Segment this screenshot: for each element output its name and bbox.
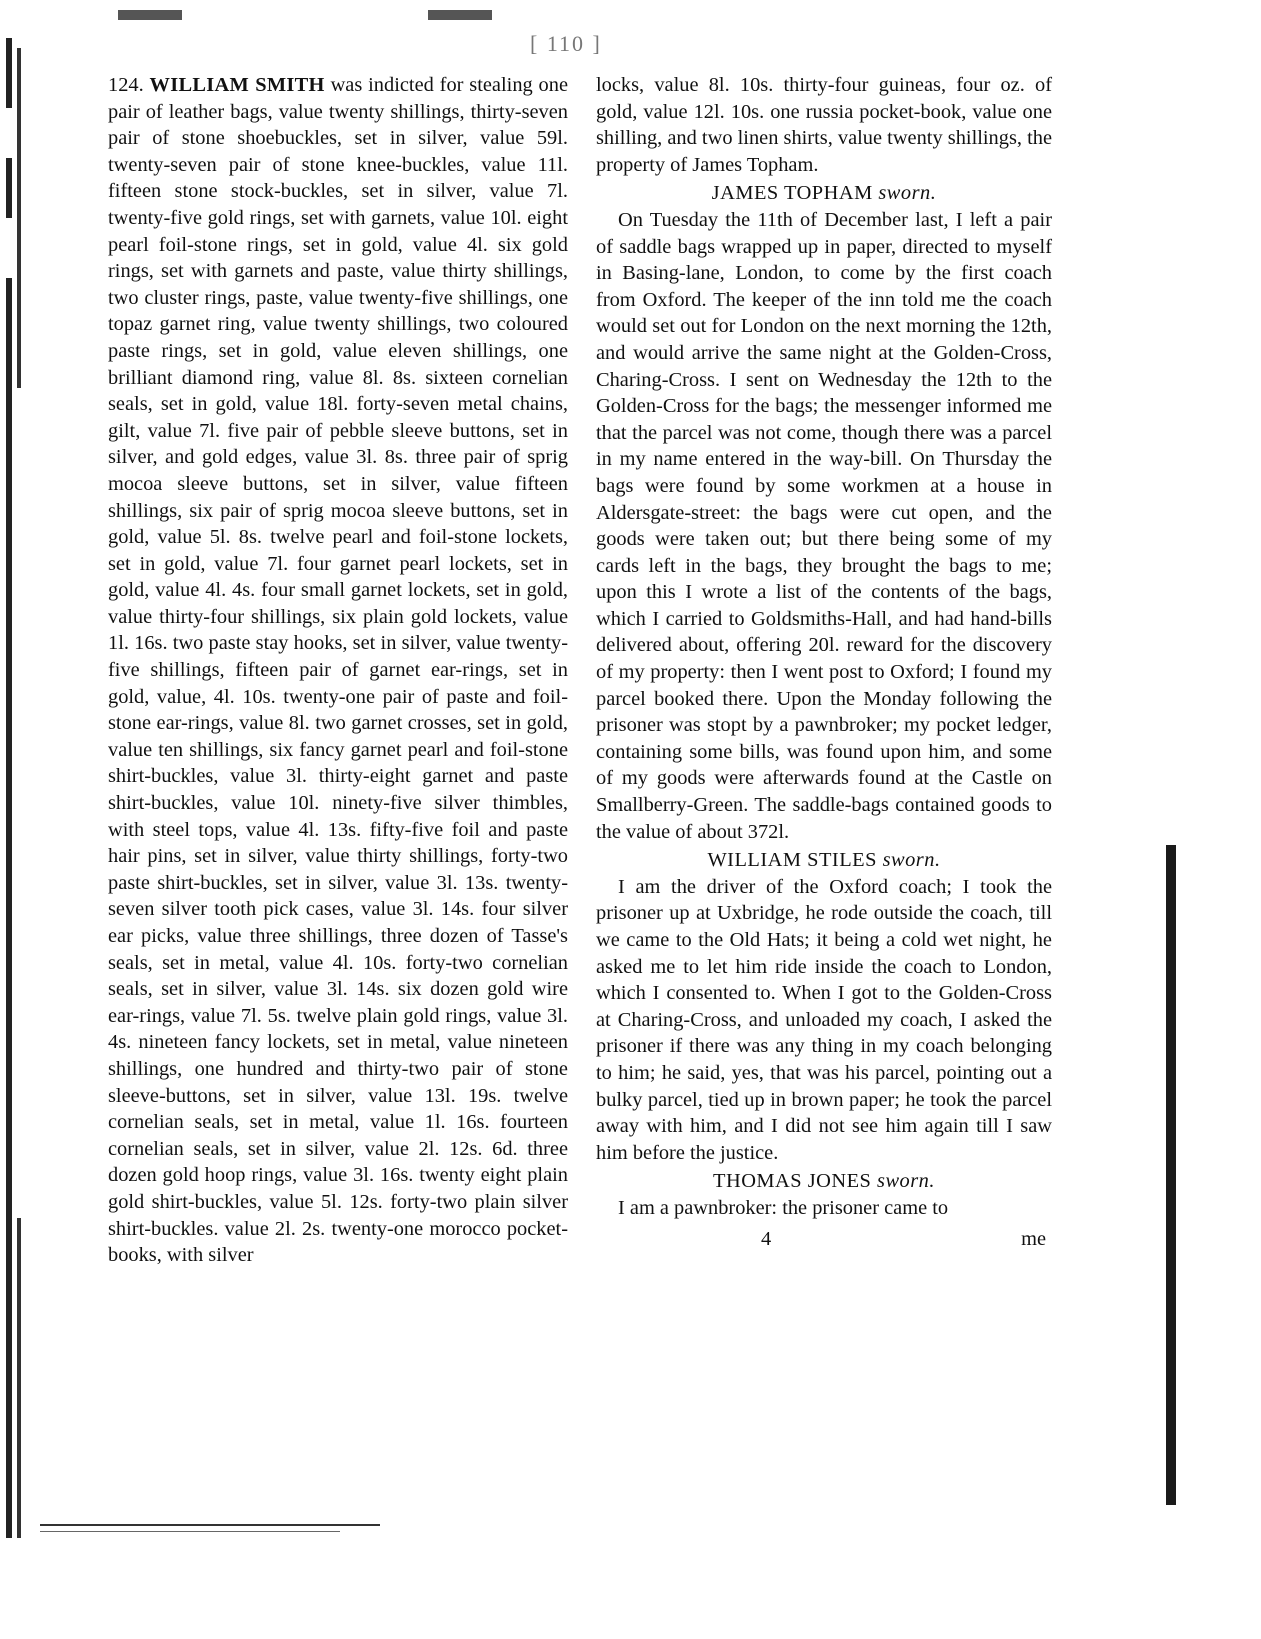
left-column xyxy=(108,72,568,1269)
case-number: 124. xyxy=(108,74,144,96)
indictment-continuation: locks, value 8l. 10s. thirty-four guineas, four oz. of gold, value 12l. 10s. one russia pocket-book, value one shilling, and two linen shirts, value twenty shillings, the property of James Topham. xyxy=(596,74,1052,176)
sworn-label: sworn. xyxy=(882,849,941,872)
page-number: [ 110 ] xyxy=(530,31,602,56)
scan-right-bar xyxy=(1166,845,1176,1505)
sworn-label: sworn. xyxy=(878,182,937,205)
witness-testimony: I am a pawnbroker: the prisoner came to xyxy=(618,1196,949,1219)
witness-testimony: On Tuesday the 11th of December last, I left a pair of saddle bags wrapped up in paper, directed to myself in Basing-lane, London, to come by the first coach from Oxford. The keeper of the inn told me the coach would set out for London on the next morning the 12th, and would arrive the same night at the Golden-Cross, Charing-Cross. I sent on Wednesday the 12th to the Golden-Cross for the bags; the messenger informed me that the parcel was not come, though there was a parcel in my name entered in the way-bill. On Thursday the bags were found by some workmen at a house in Aldersgate-street: the bags were cut open, and the goods were taken out; but there being some of my cards left in the bags, they brought the bags to me; upon this I wrote a list of the contents of the bags, which I carried to Goldsmiths-Hall, and had hand-bills delivered about, offering 20l. reward for the discovery of my property: then I went post to Oxford; I found my parcel booked there. Upon the Monday following the prisoner was stopt by a pawnbroker; my pocket ledger, containing some bills, was found upon him, and some of my goods were afterwards found at the Castle on Smallberry-Green. The saddle-bags contained goods to the value of about 372l. xyxy=(596,208,1052,843)
catchword: me xyxy=(1021,1227,1046,1250)
scan-edge-marks xyxy=(0,38,34,1538)
witness-heading xyxy=(596,180,1052,207)
header-stamp-left xyxy=(118,10,182,20)
catchword-line xyxy=(596,1226,1052,1254)
right-column xyxy=(596,72,1052,1254)
indictment-text: was indicted for stealing one pair of leather bags, value twenty shillings, thirty-seven pair of stone shoebuckles, set in silver, value 59l. twenty-seven pair of stone knee-buckles, value 11l. fifteen stone stock-buckles, set in silver, value 7l. twenty-five gold rings, set with garnets, value 10l. eight pearl foil-stone rings, set in gold, value 4l. six gold rings, set with garnets and paste, value thirty shillings, two cluster rings, paste, value twenty-five shillings, one topaz garnet ring, value twenty shillings, two coloured paste rings, set in gold, value eleven shillings, one brilliant diamond ring, value 8l. 8s. sixteen cornelian seals, set in gold, value 18l. forty-seven metal chains, gilt, value 7l. five pair of pebble sleeve buttons, set in silver, and gold edges, value 3l. 8s. three pair of sprig mocoa sleeve buttons, set in silver, value fifteen shillings, six pair of sprig mocoa sleeve buttons, set in gold, value 5l. 8s. twelve pearl and foil-stone lockets, set in gold, value 7l. four garnet pearl lockets, set in gold, value 4l. 4s. four small garnet lockets, set in gold, value thirty-four shillings, six plain gold lockets, value 1l. 16s. two paste stay hooks, set in silver, value twenty-five shillings, fifteen pair of garnet ear-rings, set in gold, value, 4l. 10s. twenty-one pair of paste and foil-stone ear-rings, value 8l. two garnet crosses, set in gold, value ten shillings, six fancy garnet pearl and foil-stone shirt-buckles, value 3l. thirty-eight garnet and paste shirt-buckles, value 10l. ninety-five silver thimbles, with steel tops, value 4l. 13s. fifty-five foil and paste hair pins, set in silver, value thirty shillings, forty-two paste shirt-buckles, set in silver, value 3l. 13s. twenty-seven silver tooth pick cases, value 3l. 14s. four silver ear picks, value three shillings, three dozen of Tasse's seals, set in metal, value 4l. 10s. forty-two cornelian seals, set in silver, value 3l. 14s. six dozen gold wire ear-rings, value 7l. 5s. twelve plain gold rings, value 3l. 4s. nineteen fancy lockets, set in metal, value nineteen shillings, one hundred and thirty-two pair of stone sleeve-buttons, set in silver, value 13l. 19s. twelve cornelian seals, set in metal, value 1l. 16s. fourteen cornelian seals, set in silver, value 2l. 12s. 6d. three dozen gold hoop rings, value 3l. 16s. twenty eight plain gold shirt-buckles, value 5l. 12s. forty-two plain silver shirt-buckles. value 2l. 2s. twenty-one morocco pocket-books, with silver xyxy=(108,74,568,1267)
defendant-name: WILLIAM SMITH xyxy=(149,74,325,96)
bottom-rule xyxy=(40,1524,380,1526)
witness-heading xyxy=(596,847,1052,874)
sworn-label: sworn. xyxy=(877,1170,935,1193)
header-stamp-center xyxy=(428,10,492,20)
witness-testimony: I am the driver of the Oxford coach; I took the prisoner up at Uxbridge, he rode outside the coach, till we came to the Old Hats; it being a cold wet night, he asked me to let him ride inside the coach to London, which I consented to. When I got to the Golden-Cross at Charing-Cross, and unloaded my coach, I asked the prisoner if there was any thing in my coach belonging to him; he said, yes, that was his parcel, pointing out a bulky parcel, tied up in brown paper; he took the parcel away with him, and I did not see him again till I saw him before the justice. xyxy=(596,875,1052,1164)
signature-mark: 4 xyxy=(761,1227,772,1250)
bottom-rule-secondary xyxy=(40,1531,340,1532)
witness-name: WILLIAM STILES xyxy=(707,849,877,872)
witness-name: THOMAS JONES xyxy=(713,1170,872,1193)
witness-name: JAMES TOPHAM xyxy=(711,182,873,205)
indictment-paragraph xyxy=(108,72,568,1269)
witness-heading xyxy=(596,1168,1052,1195)
